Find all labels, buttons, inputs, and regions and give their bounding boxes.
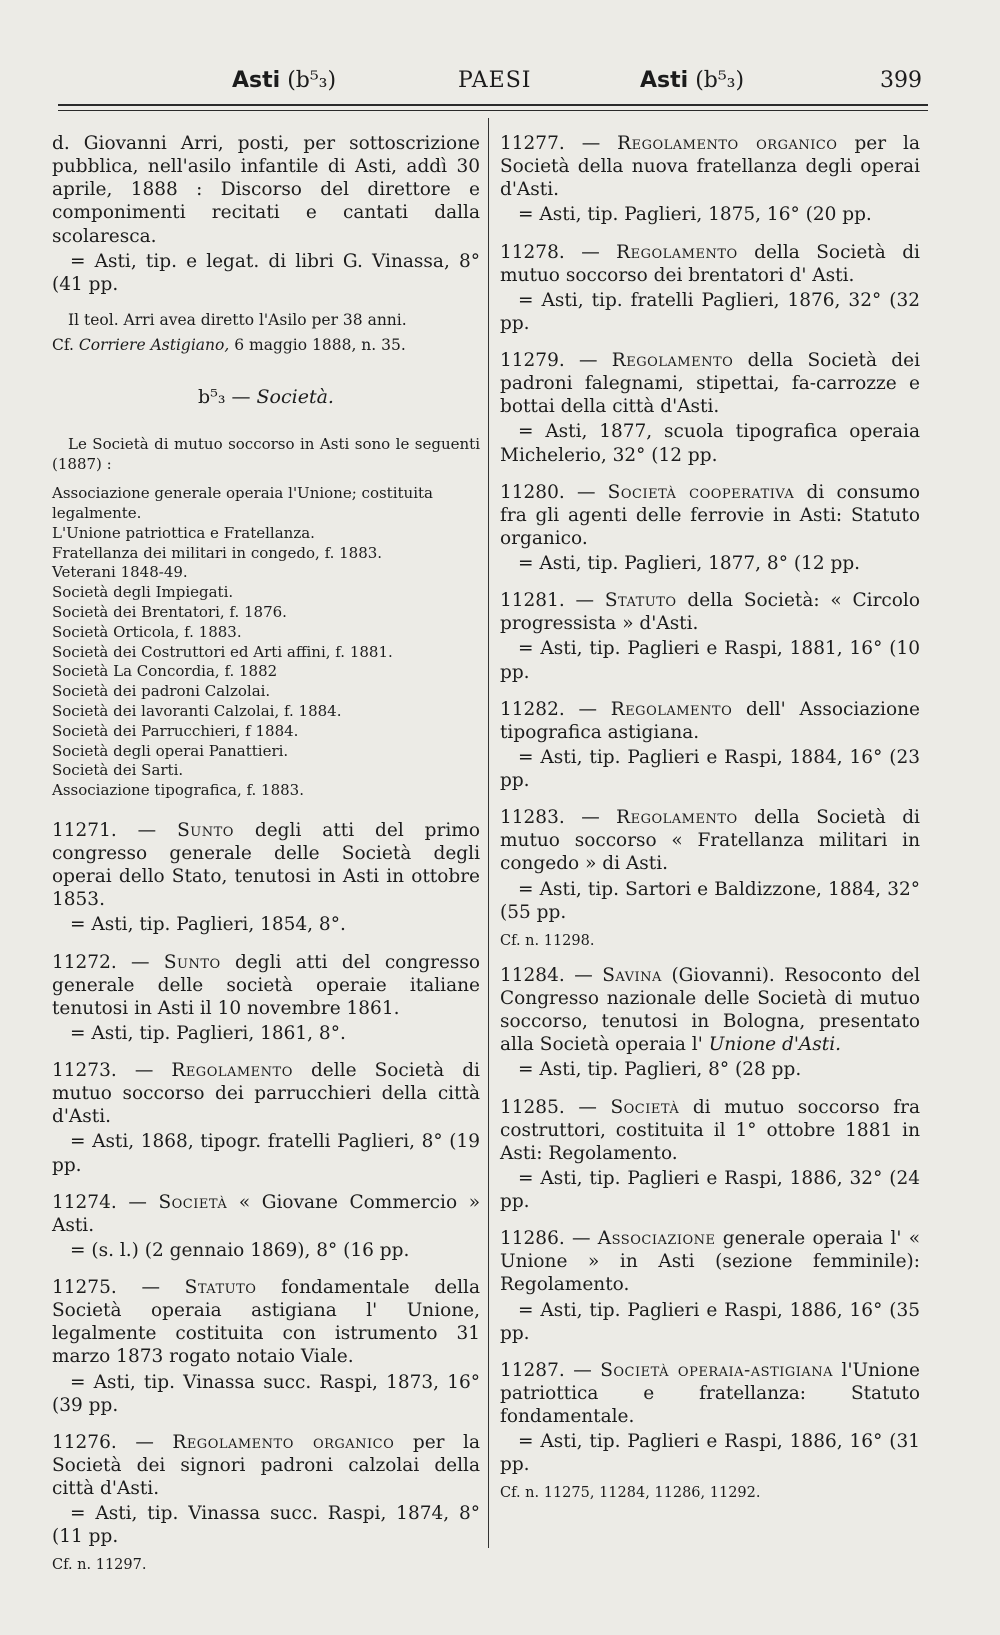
bibliography-entry	[500, 481, 920, 576]
entry-dash: —	[131, 951, 150, 973]
entry-heading-word: Regolamento organico	[172, 1431, 395, 1453]
bibliography-entry	[500, 349, 920, 467]
entry-imprint: = Asti, 1868, tipogr. fratelli Paglieri, 8° (19 pp.	[52, 1131, 480, 1176]
entry-dash: —	[135, 1431, 154, 1453]
entry-dash: —	[579, 350, 598, 371]
entry-text	[500, 1096, 920, 1165]
entry-number: 11283.	[500, 807, 565, 829]
entry-imprint: = Asti, 1877, scuola tipografica operaia Michelerio, 32° (12 pp.	[500, 421, 920, 466]
entry-title: (Giovanni). Resoconto del Congresso nazionale delle Società di mutuo soccorso, tenutosi in Bologna, presentato alla Società operaia l'	[500, 964, 920, 1056]
header-left: Asti (b⁵₃)	[232, 68, 337, 93]
opening-entry	[52, 132, 480, 296]
header-right: Asti (b⁵₃)	[640, 68, 745, 93]
entry-text	[500, 349, 920, 418]
entry-heading-word: Associazione	[597, 1228, 716, 1250]
entry-text	[52, 819, 480, 912]
entry-number: 11275.	[52, 1277, 117, 1299]
header-center: PAESI	[458, 68, 532, 93]
bibliography-entry	[500, 132, 920, 227]
entry-heading-word: Regolamento	[616, 807, 738, 829]
entry-title: fondamentale della Società operaia astigiana l' Unione, legalmente costituita con istrumento 31 marzo 1873 rogato notaio Viale.	[52, 1277, 480, 1368]
bibliography-entry	[52, 951, 480, 1046]
entry-number: 11284.	[500, 964, 565, 986]
opening-notes	[52, 310, 480, 356]
entry-dash: —	[141, 1277, 160, 1299]
bibliography-entry	[500, 698, 920, 793]
right-entries	[500, 132, 920, 1503]
entry-text	[500, 481, 920, 550]
bibliography-entry	[52, 1059, 480, 1177]
society-item: Società dei Brentatori, f. 1876.	[52, 603, 287, 621]
entry-imprint: = Asti, tip. Paglieri e Raspi, 1886, 16° (35 pp.	[500, 1299, 920, 1344]
bibliography-entry	[52, 1191, 480, 1262]
entry-title: dell' Associazione tipografica astigiana.	[500, 698, 920, 743]
entry-dash: —	[575, 590, 595, 612]
entry-dash: —	[574, 964, 593, 986]
entry-number: 11278.	[500, 241, 565, 263]
entry-imprint: = Asti, tip. Paglieri, 1877, 8° (12 pp.	[518, 553, 861, 574]
entry-imprint: = Asti, tip. Paglieri e Raspi, 1884, 16° (23 pp.	[500, 746, 920, 791]
entry-text	[500, 1359, 920, 1428]
society-item: Società dei Costruttori ed Arti affini, f. 1881.	[52, 642, 393, 661]
society-item: Società Orticola, f. 1883.	[52, 622, 242, 641]
entry-heading-word: Regolamento	[611, 350, 734, 371]
note-reference: Cf. Corriere Astigiano, 6 maggio 1888, n. 35.	[52, 335, 406, 354]
bibliography-entry	[500, 589, 920, 684]
entry-title: degli atti del primo congresso generale delle Società degli operai dello Stato, tenutosi in Asti in ottobre 1853.	[52, 819, 480, 911]
society-item: L'Unione patriottica e Fratellanza.	[52, 523, 315, 542]
entry-imprint: = Asti, tip. Paglieri, 1861, 8°.	[70, 1022, 346, 1044]
entry-imprint: = Asti, tip. Vinassa succ. Raspi, 1873, 16° (39 pp.	[52, 1371, 480, 1416]
entry-imprint: = Asti, tip. Paglieri e Raspi, 1886, 32° (24 pp.	[500, 1167, 920, 1212]
entry-dash: —	[578, 1096, 597, 1118]
entry-title: della Società di mutuo soccorso « Fratellanza militari in congedo » di Asti.	[500, 807, 920, 875]
entry-number: 11282.	[500, 698, 565, 720]
entry-text	[500, 241, 920, 287]
entry-text	[500, 1227, 920, 1296]
entry-text	[500, 964, 920, 1057]
bibliography-entry	[500, 241, 920, 336]
society-item: Società dei Parrucchieri, f 1884.	[52, 721, 299, 740]
entry-dash: —	[578, 698, 597, 720]
entry-number: 11271.	[52, 819, 117, 841]
entry-heading-word: Regolamento	[610, 698, 733, 720]
society-item: Società dei padroni Calzolai.	[52, 682, 271, 701]
entry-heading-word: Sunto	[177, 819, 234, 841]
society-item: Società degli Impiegati.	[52, 583, 234, 602]
entry-heading-word: Regolamento	[171, 1060, 293, 1082]
entry-text	[52, 1059, 480, 1128]
entry-text	[52, 1276, 480, 1369]
society-item: Associazione tipografica, f. 1883.	[52, 781, 304, 800]
bibliography-entry	[52, 1431, 480, 1575]
entry-heading-word: Società operaia-astigiana	[600, 1359, 834, 1381]
entry-number: 11287.	[500, 1359, 565, 1381]
entry-title: degli atti del congresso generale delle società operaie italiane tenutosi in Asti il 10 novembre 1861.	[52, 951, 480, 1019]
entry-title: delle Società di mutuo soccorso dei parrucchieri della città d'Asti.	[52, 1060, 480, 1128]
entry-number: 11279.	[500, 350, 565, 371]
entry-dash: —	[576, 481, 596, 503]
right-column	[500, 132, 920, 1517]
entry-number: 11285.	[500, 1096, 565, 1118]
entry-dash: —	[134, 1060, 154, 1082]
header-rule-thin	[58, 110, 928, 111]
column-divider	[488, 118, 489, 1548]
note-line: Il teol. Arri avea diretto l'Asilo per 38 anni.	[68, 310, 407, 329]
societies-list	[52, 484, 480, 801]
entry-imprint: = (s. l.) (2 gennaio 1869), 8° (16 pp.	[70, 1239, 410, 1261]
bibliography-entry	[500, 1227, 920, 1345]
entry-number: 11274.	[52, 1191, 117, 1213]
entry-heading-word: Sunto	[163, 951, 221, 973]
entry-dash: —	[128, 1191, 147, 1213]
entry-title: per la Società della nuova fratellanza degli operai d'Asti.	[500, 133, 920, 201]
entry-dash: —	[137, 819, 157, 841]
running-header	[0, 68, 1000, 108]
entry-title: per la Società dei signori padroni calzolai della città d'Asti.	[52, 1431, 481, 1500]
entry-imprint: = Asti, tip. Paglieri, 8° (28 pp.	[518, 1059, 802, 1081]
bibliography-entry	[500, 1359, 920, 1503]
entry-imprint: = Asti, tip. Sartori e Baldizzone, 1884, 32° (55 pp.	[500, 878, 920, 923]
opening-imprint: = Asti, tip. e legat. di libri G. Vinassa, 8° (41 pp.	[52, 250, 480, 295]
entry-imprint: = Asti, tip. Paglieri, 1854, 8°.	[70, 914, 346, 936]
entry-title: generale operaia l' « Unione » in Asti (sezione femminile): Regolamento.	[500, 1228, 921, 1296]
entry-title: « Giovane Commercio » Asti.	[52, 1191, 481, 1236]
society-item: Società La Concordia, f. 1882	[52, 662, 278, 681]
entry-title: della Società dei padroni falegnami, stipettai, fa-carrozze e bottai della città d'Asti.	[500, 350, 920, 418]
entry-crossref: Cf. n. 11275, 11284, 11286, 11292.	[500, 1485, 761, 1502]
entry-number: 11276.	[52, 1431, 117, 1453]
left-column	[52, 132, 480, 1589]
entry-title: di mutuo soccorso fra costruttori, costituita il 1° ottobre 1881 in Asti: Regolamento.	[500, 1096, 921, 1164]
entry-title: della Società: « Circolo progressista » d'Asti.	[500, 590, 920, 635]
entry-dash: —	[572, 1228, 591, 1250]
entry-heading-word: Società	[610, 1096, 680, 1118]
entry-imprint: = Asti, tip. Paglieri e Raspi, 1881, 16° (10 pp.	[500, 638, 920, 683]
page-number: 399	[880, 68, 922, 93]
entry-imprint: = Asti, tip. Vinassa succ. Raspi, 1874, 8° (11 pp.	[52, 1503, 480, 1548]
entry-crossref: Cf. n. 11298.	[500, 932, 595, 949]
header-rule-thick	[58, 104, 928, 106]
entry-number: 11272.	[52, 951, 117, 973]
entry-text	[500, 806, 920, 875]
bibliography-entry	[500, 1096, 920, 1214]
entry-number: 11277.	[500, 133, 565, 154]
entry-number: 11286.	[500, 1228, 565, 1250]
bibliography-entry	[52, 1276, 480, 1417]
entry-heading-word: Società cooperativa	[607, 481, 795, 503]
society-item: Società degli operai Panattieri.	[52, 741, 289, 760]
bibliography-entry	[500, 806, 920, 950]
entry-title: della Società di mutuo soccorso dei brentatori d' Asti.	[500, 241, 920, 286]
entry-title: l'Unione patriottica e fratellanza: Statuto fondamentale.	[500, 1359, 920, 1427]
society-item: Società dei lavoranti Calzolai, f. 1884.	[52, 701, 342, 720]
society-item: Fratellanza dei militari in congedo, f. 1883.	[52, 543, 383, 562]
society-item: Associazione generale operaia l'Unione; costituita legalmente.	[52, 484, 433, 523]
entry-text	[500, 698, 920, 744]
entry-crossref: Cf. n. 11297.	[52, 1557, 147, 1574]
entry-heading-word: Società	[158, 1191, 228, 1213]
section-heading: b⁵₃ — Società.	[198, 385, 334, 408]
bibliography-entry	[500, 964, 920, 1082]
entry-text	[500, 132, 920, 201]
society-item: Veterani 1848-49.	[52, 563, 188, 582]
entry-dash: —	[581, 241, 600, 263]
entry-heading-word: Statuto	[184, 1277, 257, 1299]
society-item: Società dei Sarti.	[52, 761, 184, 780]
entry-title-italic: Unione d'Asti.	[708, 1034, 842, 1056]
entry-heading-word: Regolamento organico	[617, 133, 838, 154]
section-intro: Le Società di mutuo soccorso in Asti sono le seguenti (1887) :	[52, 434, 480, 473]
left-entries	[52, 819, 480, 1575]
bibliography-entry	[52, 819, 480, 937]
entry-text	[52, 951, 480, 1020]
entry-dash: —	[573, 1359, 592, 1381]
entry-dash: —	[581, 133, 601, 154]
entry-dash: —	[581, 807, 600, 829]
entry-imprint: = Asti, tip. Paglieri e Raspi, 1886, 16° (31 pp.	[500, 1431, 920, 1476]
entry-imprint: = Asti, tip. fratelli Paglieri, 1876, 32° (32 pp.	[500, 289, 920, 334]
entry-text	[52, 1191, 480, 1237]
entry-number: 11280.	[500, 481, 565, 503]
entry-number: 11273.	[52, 1060, 117, 1082]
entry-number: 11281.	[500, 590, 565, 612]
entry-heading-word: Regolamento	[616, 241, 738, 263]
opening-text: d. Giovanni Arri, posti, per sottoscrizione pubblica, nell'asilo infantile di Asti, addì 30 aprile, 1888 : Discorso del direttore e componimenti recitati e cantati dalla scolaresca.	[52, 133, 480, 247]
entry-heading-word: Savina	[602, 964, 662, 986]
entry-imprint: = Asti, tip. Paglieri, 1875, 16° (20 pp.	[518, 204, 872, 226]
entry-heading-word: Statuto	[604, 590, 677, 612]
entry-text	[500, 589, 920, 635]
entry-title: di consumo fra gli agenti delle ferrovie in Asti: Statuto organico.	[500, 481, 920, 549]
entry-text	[52, 1431, 480, 1500]
